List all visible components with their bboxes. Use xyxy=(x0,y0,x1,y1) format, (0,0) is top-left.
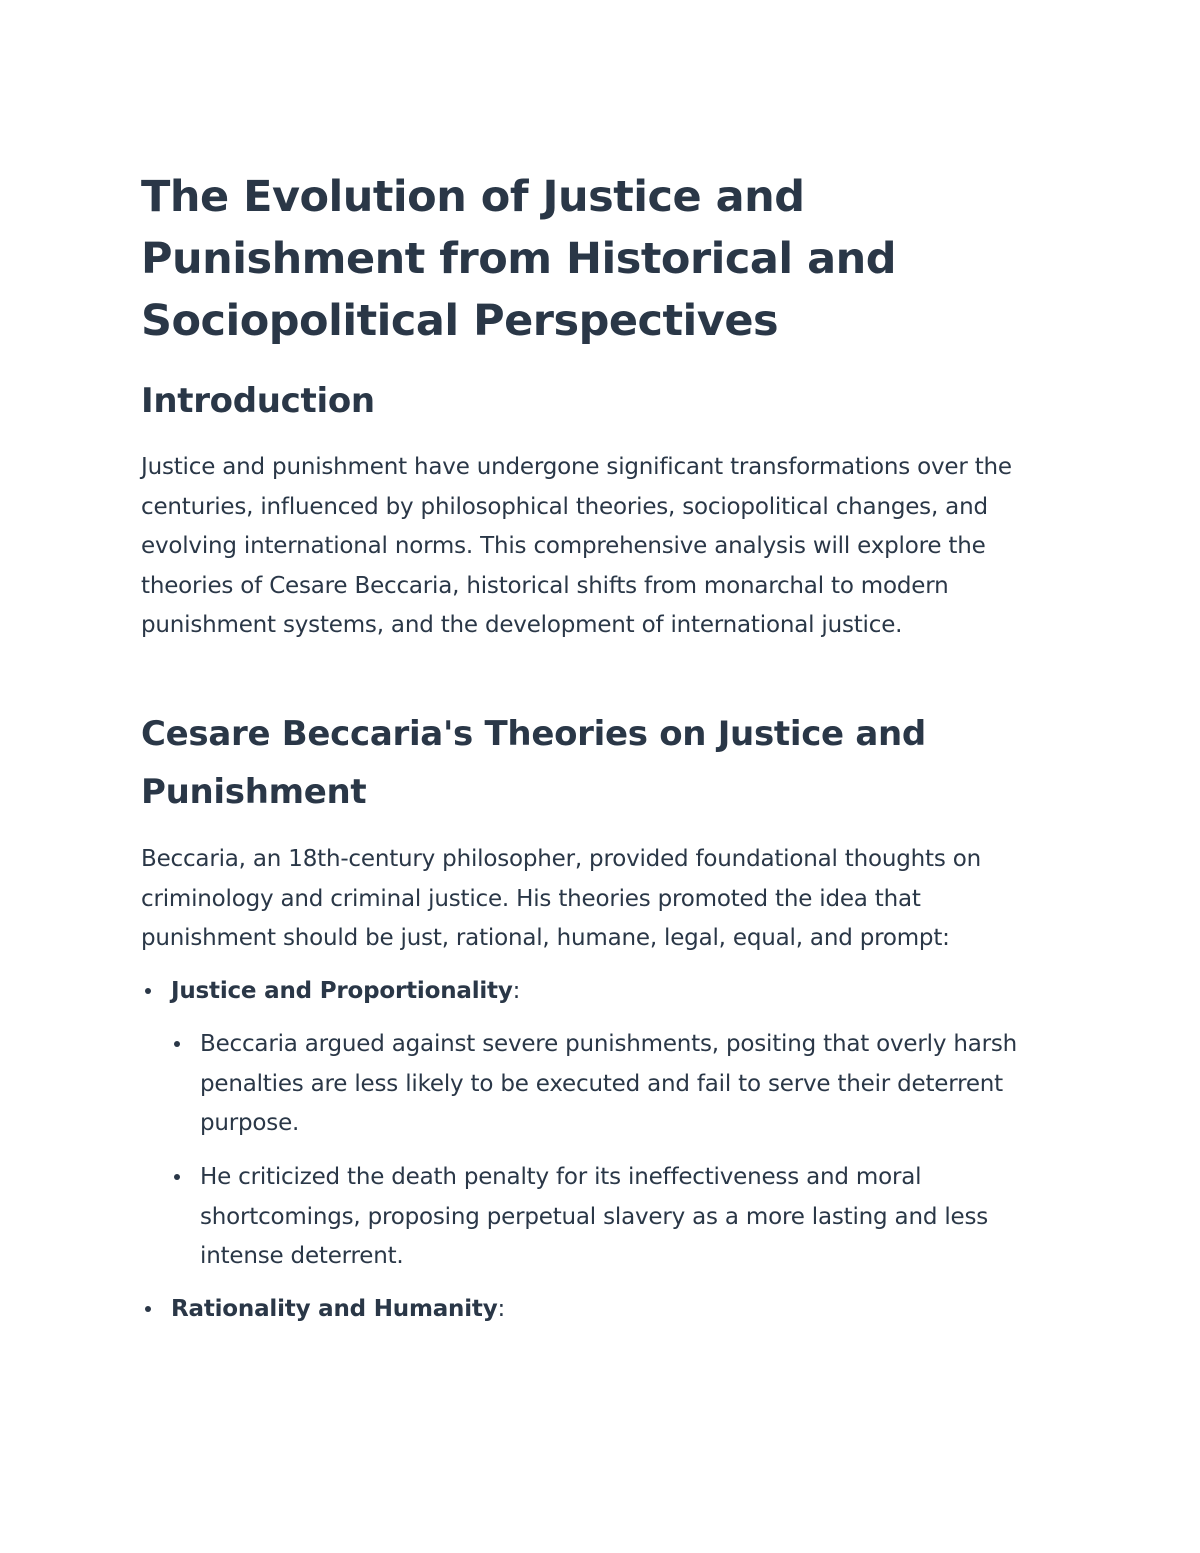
list-bullet-icon xyxy=(145,988,151,994)
sublist-bullet-icon xyxy=(174,1041,180,1047)
list-item xyxy=(171,1290,1051,1330)
list-item xyxy=(171,972,1051,1012)
document-title: The Evolution of Justice and Punishment from Historical and Sociopolitical Perspectives xyxy=(141,172,897,346)
sublist-item: Beccaria argued against severe punishments, positing that overly harsh penalties are less likely to be executed and fail to serve their deterrent purpose. xyxy=(200,1031,1018,1137)
list-bullet-icon xyxy=(145,1306,151,1312)
list-item-label: Justice and Proportionality xyxy=(171,978,513,1004)
list-item-label: Rationality and Humanity xyxy=(171,1296,498,1322)
introduction-paragraph: Justice and punishment have undergone significant transformations over the centuries, influenced by philosophical theories, sociopolitical changes, and evolving international norms. This comprehensive analysis will explore the theories of Cesare Beccaria, historical shifts from monarchal to modern punishment systems, and the development of international justice. xyxy=(141,454,1012,639)
beccaria-paragraph: Beccaria, an 18th-century philosopher, provided foundational thoughts on criminology and criminal justice. His theories promoted the idea that punishment should be just, rational, humane, legal, equal, and prompt: xyxy=(141,846,981,952)
list-item-suffix: : xyxy=(512,978,521,1004)
section-heading-beccaria: Cesare Beccaria's Theories on Justice and Punishment xyxy=(141,714,926,812)
list-item-suffix: : xyxy=(497,1296,506,1322)
section-heading-introduction: Introduction xyxy=(141,381,375,421)
sublist-item: He criticized the death penalty for its ineffectiveness and moral shortcomings, proposing perpetual slavery as a more lasting and less intense deterrent. xyxy=(200,1164,989,1270)
sublist-bullet-icon xyxy=(174,1174,180,1180)
